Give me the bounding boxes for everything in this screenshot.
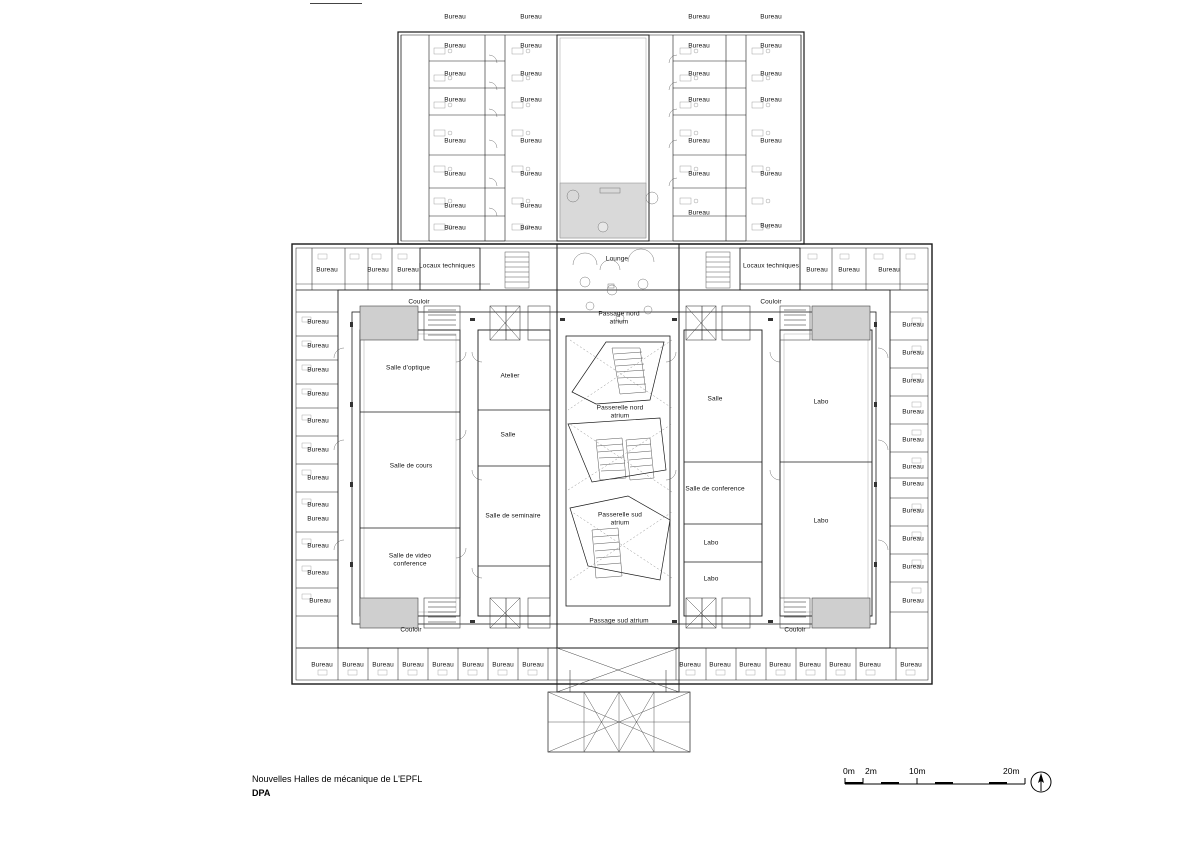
room-label: Bureau — [307, 515, 329, 523]
room-label: Bureau — [444, 137, 466, 145]
room-label: Bureau — [902, 377, 924, 385]
room-label: Bureau — [520, 70, 542, 78]
room-label: Lounge — [605, 255, 629, 263]
room-label: Bureau — [432, 661, 454, 669]
room-label: Couloir — [784, 626, 806, 634]
scale-bar — [843, 768, 1033, 794]
room-label: Labo — [703, 539, 719, 547]
room-label: Bureau — [760, 70, 782, 78]
room-label: Bureau — [397, 266, 419, 274]
room-label: Salle de seminaire — [485, 512, 541, 520]
room-label: Bureau — [520, 224, 542, 232]
room-label: Salle de cours — [389, 462, 433, 470]
scale-tick-2: 2m — [865, 766, 877, 776]
room-label: Bureau — [307, 446, 329, 454]
room-label: Bureau — [492, 661, 514, 669]
room-label: Bureau — [902, 321, 924, 329]
room-label: Salle — [500, 431, 516, 439]
room-label: Bureau — [769, 661, 791, 669]
room-label: Bureau — [520, 42, 542, 50]
room-label: Bureau — [307, 542, 329, 550]
drawing-title: Nouvelles Halles de mécanique de L'EPFL — [252, 774, 423, 784]
room-label: Bureau — [520, 202, 542, 210]
room-label: Bureau — [902, 480, 924, 488]
room-label: Bureau — [902, 597, 924, 605]
room-label: Labo — [813, 398, 829, 406]
room-label: Salle — [707, 395, 723, 403]
room-label: Bureau — [739, 661, 761, 669]
room-label: Labo — [703, 575, 719, 583]
room-label: Locaux techniques — [419, 262, 475, 270]
room-label: Bureau — [688, 42, 710, 50]
room-label: Passerelle nord atrium — [596, 404, 644, 419]
room-label: Bureau — [444, 170, 466, 178]
scale-tick-20: 20m — [1003, 766, 1020, 776]
room-label: Bureau — [760, 13, 782, 21]
room-label: Bureau — [806, 266, 828, 274]
room-label: Bureau — [342, 661, 364, 669]
room-label: Bureau — [307, 569, 329, 577]
room-label: Bureau — [900, 661, 922, 669]
room-label: Bureau — [760, 222, 782, 230]
room-label: Bureau — [760, 137, 782, 145]
room-label: Salle de conference — [685, 485, 745, 493]
room-label: Locaux techniques — [743, 262, 799, 270]
room-label: Bureau — [307, 417, 329, 425]
room-label: Bureau — [829, 661, 851, 669]
room-label: Bureau — [444, 96, 466, 104]
room-label: Bureau — [307, 474, 329, 482]
room-label: Bureau — [902, 349, 924, 357]
room-label: Bureau — [902, 463, 924, 471]
room-label: Bureau — [760, 42, 782, 50]
room-label: Couloir — [400, 626, 422, 634]
room-label: Passerelle sud atrium — [597, 511, 643, 526]
room-label: Bureau — [444, 70, 466, 78]
room-label: Bureau — [367, 266, 389, 274]
room-label: Bureau — [902, 535, 924, 543]
drawing-author: DPA — [252, 788, 271, 798]
room-label: Bureau — [688, 137, 710, 145]
room-label: Bureau — [520, 96, 542, 104]
room-label: Couloir — [760, 298, 782, 306]
room-label: Bureau — [307, 501, 329, 509]
room-label: Bureau — [307, 366, 329, 374]
room-label: Bureau — [688, 70, 710, 78]
room-label: Bureau — [688, 209, 710, 217]
room-label: Bureau — [402, 661, 424, 669]
room-label: Bureau — [902, 436, 924, 444]
room-label: Bureau — [902, 408, 924, 416]
room-label: Passage sud atrium — [589, 617, 649, 625]
room-label: Bureau — [688, 13, 710, 21]
room-label: Bureau — [688, 96, 710, 104]
room-label: Couloir — [408, 298, 430, 306]
room-label: Bureau — [878, 266, 900, 274]
room-label: Bureau — [838, 266, 860, 274]
room-label: Bureau — [520, 170, 542, 178]
room-label: Bureau — [311, 661, 333, 669]
room-label: Bureau — [709, 661, 731, 669]
room-label: Bureau — [307, 318, 329, 326]
room-label: Bureau — [902, 563, 924, 571]
room-label: Bureau — [462, 661, 484, 669]
room-label: Bureau — [859, 661, 881, 669]
room-label: Bureau — [444, 13, 466, 21]
room-label: Bureau — [760, 96, 782, 104]
scale-tick-0: 0m — [843, 766, 855, 776]
room-label: Bureau — [902, 507, 924, 515]
room-label: Salle d'optique — [386, 364, 430, 372]
room-label: Bureau — [444, 224, 466, 232]
room-label: Bureau — [688, 170, 710, 178]
room-label: Atelier — [500, 372, 520, 380]
room-label: Bureau — [316, 266, 338, 274]
north-arrow-icon — [1029, 770, 1053, 794]
room-label: Salle de video conference — [388, 552, 432, 567]
room-label: Bureau — [522, 661, 544, 669]
room-label: Bureau — [799, 661, 821, 669]
room-label: Bureau — [444, 202, 466, 210]
room-label: Bureau — [444, 42, 466, 50]
room-label: Labo — [813, 517, 829, 525]
room-label: Passage nord atrium — [598, 310, 640, 325]
room-label: Bureau — [307, 342, 329, 350]
room-label: Bureau — [520, 137, 542, 145]
room-label: Bureau — [307, 390, 329, 398]
room-label: Bureau — [520, 13, 542, 21]
room-label: Bureau — [760, 170, 782, 178]
room-label: Bureau — [309, 597, 331, 605]
room-label: Bureau — [372, 661, 394, 669]
room-label: Bureau — [679, 661, 701, 669]
scale-tick-10: 10m — [909, 766, 926, 776]
